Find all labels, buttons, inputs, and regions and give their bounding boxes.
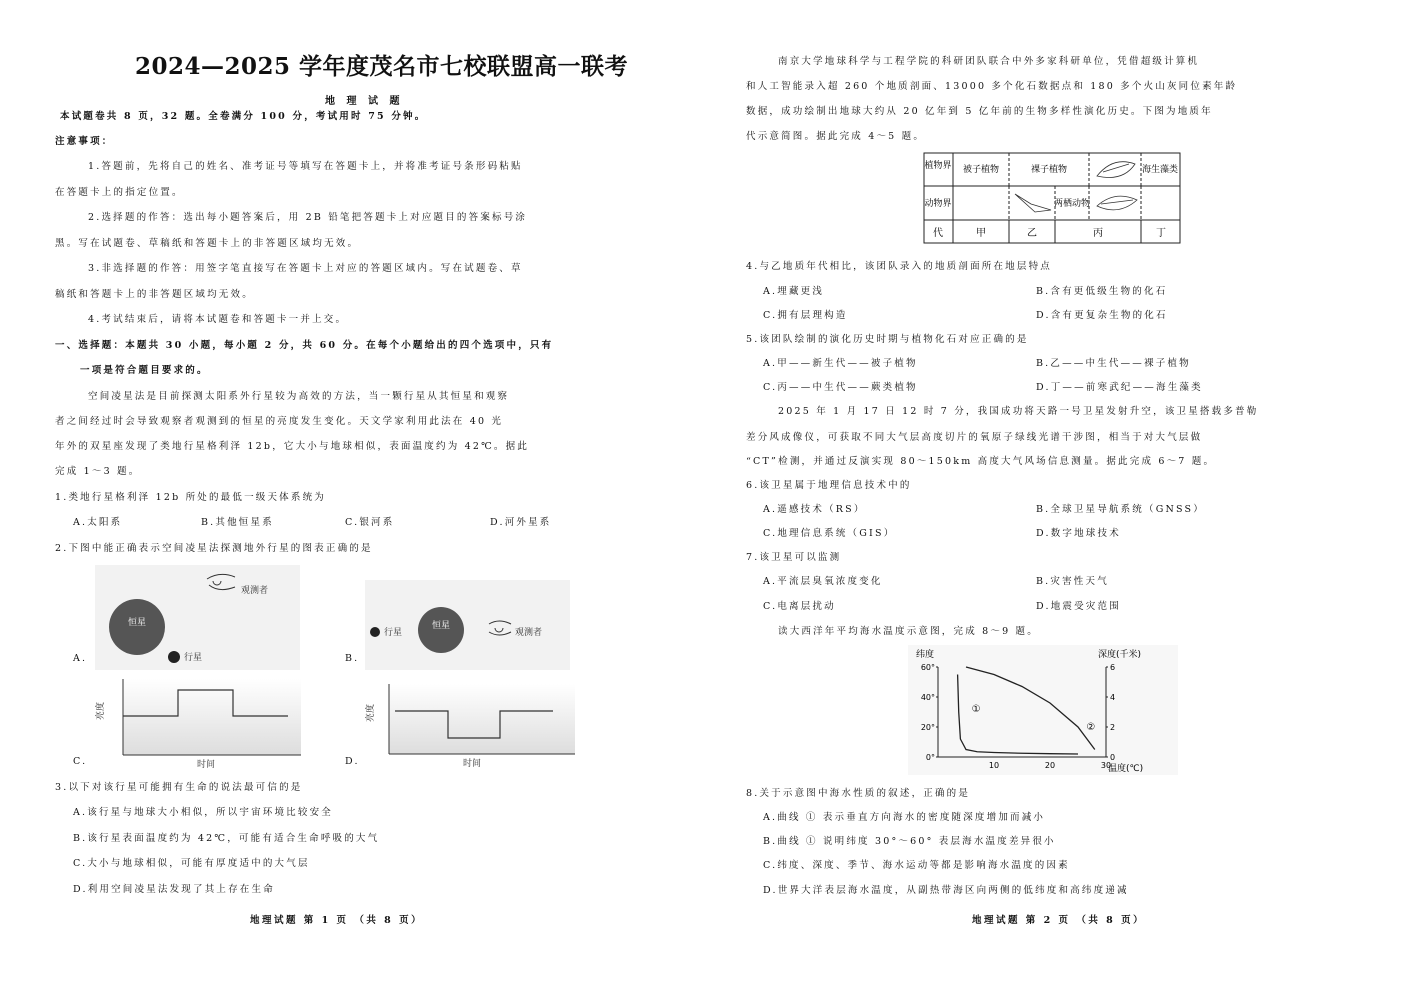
passage-3: 2025 年 1 月 17 日 12 时 7 分，我国成功将天路一号卫星发射升空，该卫星搭载多普勒 [778,406,1259,417]
q2-option-a[interactable]: A. [73,653,88,664]
time-axis-label: 时间 [197,760,216,770]
planet-label: 行星 [384,628,403,638]
q2-option-d[interactable]: D. [345,756,360,767]
q8-option-c[interactable]: C.纬度、深度、季节、海水运动等都是影响海水温度的因素 [763,860,1070,871]
era-bing: 丙 [1093,228,1103,239]
q4-option-b[interactable]: B.含有更低级生物的化石 [1036,286,1168,297]
question-8: 8.关于示意图中海水性质的叙述，正确的是 [746,788,971,799]
q3-option-d[interactable]: D.利用空间凌星法发现了其上存在生命 [73,884,275,895]
x-tick-label: 30 [1100,761,1112,770]
q7-option-d[interactable]: D.地震受灾范围 [1036,601,1121,612]
exam-page-2 [740,0,1418,983]
observer-label: 观测者 [241,586,269,596]
passage-1-cont: 年外的双星座发现了类地行星格利泽 12b，它大小与地球相似，表面温度约为 42℃。据此 [55,441,530,452]
section-1-heading-cont: 一项是符合题目要求的。 [80,365,209,376]
geologic-era-table [923,152,1183,246]
y-right-tick-label: 0 [1110,753,1116,762]
q4-option-a[interactable]: A.埋藏更浅 [763,286,825,297]
notice-2: 2.选择题的作答：选出每小题答案后，用 2B 铅笔把答题卡上对应题目的答案标号涂 [88,212,528,223]
passage-2-cont: 和人工智能录入超 260 个地质剖面、13000 多个化石数据点和 180 多个火山灰同位素年龄 [746,81,1238,92]
passage-1: 空间凌星法是目前探测太阳系外行星较为高效的方法，当一颗行星从其恒星和观察 [88,391,510,402]
notice-heading: 注意事项： [55,136,114,147]
page-footer: 地理试题 第 2 页 （共 8 页） [972,915,1146,926]
star-label: 恒星 [127,618,147,628]
angiosperm-label: 被子植物 [962,165,1000,175]
q6-option-a[interactable]: A.遥感技术（RS） [763,504,866,515]
star-label: 恒星 [431,621,451,631]
q2-figure-d [365,680,580,770]
q5-option-a[interactable]: A.甲——新生代——被子植物 [763,358,918,369]
brightness-axis-label: 亮度 [366,703,376,722]
question-3: 3.以下对该行星可能拥有生命的说法最可信的是 [55,782,303,793]
y-right-label: 深度(千米) [1098,650,1142,660]
marine-algae-label: 海生藻类 [1141,165,1179,175]
observer-label: 观测者 [515,628,543,638]
x-tick-label: 20 [1044,761,1056,770]
passage-2-cont: 代示意简图。据此完成 4～5 题。 [746,131,926,142]
series-2-label: ② [1086,722,1096,733]
q3-option-c[interactable]: C.大小与地球相似，可能有厚度适中的大气层 [73,858,310,869]
notice-2-cont: 黑。写在试题卷、草稿纸和答题卡上的非答题区域均无效。 [55,238,360,249]
q5-option-b[interactable]: B.乙——中生代——裸子植物 [1036,358,1191,369]
exam-title: 2024—2025 学年度茂名市七校联盟高一联考 [135,53,629,80]
y-right-tick-label: 2 [1110,723,1116,732]
question-7: 7.该卫星可以监测 [746,552,842,563]
notice-4: 4.考试结束后，请将本试题卷和答题卡一并上交。 [88,314,348,325]
planet-dot [370,627,380,637]
q5-option-d[interactable]: D.丁——前寒武纪——海生藻类 [1036,382,1203,393]
y-left-tick-label: 40° [920,693,935,702]
q1-option-b[interactable]: B.其他恒星系 [201,517,274,528]
passage-3-cont: “CT”检测，并通过反演实现 80～150km 高度大气风场信息测量。据此完成 6～7 题。 [746,456,1216,467]
q8-option-a[interactable]: A.曲线 ① 表示垂直方向海水的密度随深度增加而减小 [763,812,1046,823]
animal-kingdom-label: 动物界 [924,199,952,209]
exam-subtitle: 地 理 试 题 [325,96,404,107]
y-left-tick-label: 0° [925,753,935,762]
q5-option-c[interactable]: C.丙——中生代——蕨类植物 [763,382,918,393]
gymnosperm-label: 裸子植物 [1030,165,1068,175]
ocean-temperature-chart [908,645,1178,775]
q1-option-c[interactable]: C.银河系 [345,517,395,528]
planet-label: 行星 [184,653,203,663]
brightness-axis-label: 亮度 [96,701,106,720]
q8-option-d[interactable]: D.世界大洋表层海水温度，从副热带海区向两侧的低纬度和高纬度递减 [763,885,1129,896]
q7-option-b[interactable]: B.灾害性天气 [1036,576,1109,587]
question-4: 4.与乙地质年代相比，该团队录入的地质剖面所在地层特点 [746,261,1052,272]
y-right-tick-label: 6 [1110,663,1116,672]
y-left-tick-label: 60° [920,663,935,672]
q2-figure-c [95,675,305,770]
q7-option-a[interactable]: A.平流层臭氧浓度变化 [763,576,883,587]
era-jia: 甲 [976,228,986,239]
y-left-label: 纬度 [916,650,935,660]
q2-option-c[interactable]: C. [73,756,88,767]
y-left-tick-label: 20° [920,723,935,732]
passage-1-cont: 完成 1～3 题。 [55,466,141,477]
section-1-heading: 一、选择题：本题共 30 小题，每小题 2 分，共 60 分。在每个小题给出的四个选项中，只有 [55,340,554,351]
era-ding: 丁 [1156,228,1166,239]
q3-option-b[interactable]: B.该行星表面温度约为 42℃，可能有适合生命呼吸的大气 [73,833,380,844]
time-axis-label: 时间 [463,759,482,769]
passage-2: 南京大学地球科学与工程学院的科研团队联合中外多家科研单位，凭借超级计算机 [778,56,1200,67]
notice-3: 3.非选择题的作答：用签字笔直接写在答题卡上对应的答题区域内。写在试题卷、草 [88,263,523,274]
notice-1-cont: 在答题卡上的指定位置。 [55,187,184,198]
passage-2-cont: 数据，成功绘制出地球大约从 20 亿年到 5 亿年前的生物多样性演化历史。下图为地质年 [746,106,1213,117]
q4-option-c[interactable]: C.拥有层理构造 [763,310,848,321]
page-footer: 地理试题 第 1 页 （共 8 页） [250,915,424,926]
question-2: 2.下图中能正确表示空间凌星法探测地外行星的图表正确的是 [55,543,373,554]
question-6: 6.该卫星属于地理信息技术中的 [746,480,912,491]
exam-page-1 [40,0,720,983]
passage-3-cont: 差分风成像仪，可获取不同大气层高度切片的氧原子绿线光谱干涉图，相当于对大气层做 [746,432,1203,443]
q2-figure-a [95,565,300,670]
q1-option-d[interactable]: D.河外星系 [490,517,552,528]
q8-option-b[interactable]: B.曲线 ① 说明纬度 30°～60° 表层海水温度差异很小 [763,836,1056,847]
question-5: 5.该团队绘制的演化历史时期与植物化石对应正确的是 [746,334,1029,345]
plant-kingdom-label: 植物界 [924,161,952,171]
planet-dot [168,651,180,663]
q6-option-b[interactable]: B.全球卫星导航系统（GNSS） [1036,504,1205,515]
era-yi: 乙 [1027,228,1037,239]
x-axis-label: 温度(℃) [1108,764,1144,774]
q7-option-c[interactable]: C.电离层扰动 [763,601,836,612]
series-1-label: ① [971,704,981,715]
q3-option-a[interactable]: A.该行星与地球大小相似，所以宇宙环境比较安全 [73,807,333,818]
q2-option-b[interactable]: B. [345,653,360,664]
q1-option-a[interactable]: A.太阳系 [73,517,123,528]
q2-figure-b [365,580,570,670]
notice-1: 1.答题前，先将自己的姓名、准考证号等填写在答题卡上，并将准考证号条形码粘贴 [88,161,523,172]
notice-3-cont: 稿纸和答题卡上的非答题区域均无效。 [55,289,254,300]
y-right-tick-label: 4 [1110,693,1116,702]
x-tick-label: 10 [988,761,1000,770]
q6-option-d[interactable]: D.数字地球技术 [1036,528,1121,539]
amphibian-label: 两栖动物 [1053,199,1091,209]
q6-option-c[interactable]: C.地理信息系统（GIS） [763,528,896,539]
question-1: 1.类地行星格利泽 12b 所处的最低一级天体系统为 [55,492,326,503]
passage-4: 读大西洋年平均海水温度示意图，完成 8～9 题。 [778,626,1039,637]
era-label: 代 [933,228,943,239]
exam-info: 本试题卷共 8 页，32 题。全卷满分 100 分，考试用时 75 分钟。 [60,111,427,122]
passage-1-cont: 者之间经过时会导致观察者观测到的恒星的亮度发生变化。天文学家利用此法在 40 光 [55,416,504,427]
q4-option-d[interactable]: D.含有更复杂生物的化石 [1036,310,1168,321]
